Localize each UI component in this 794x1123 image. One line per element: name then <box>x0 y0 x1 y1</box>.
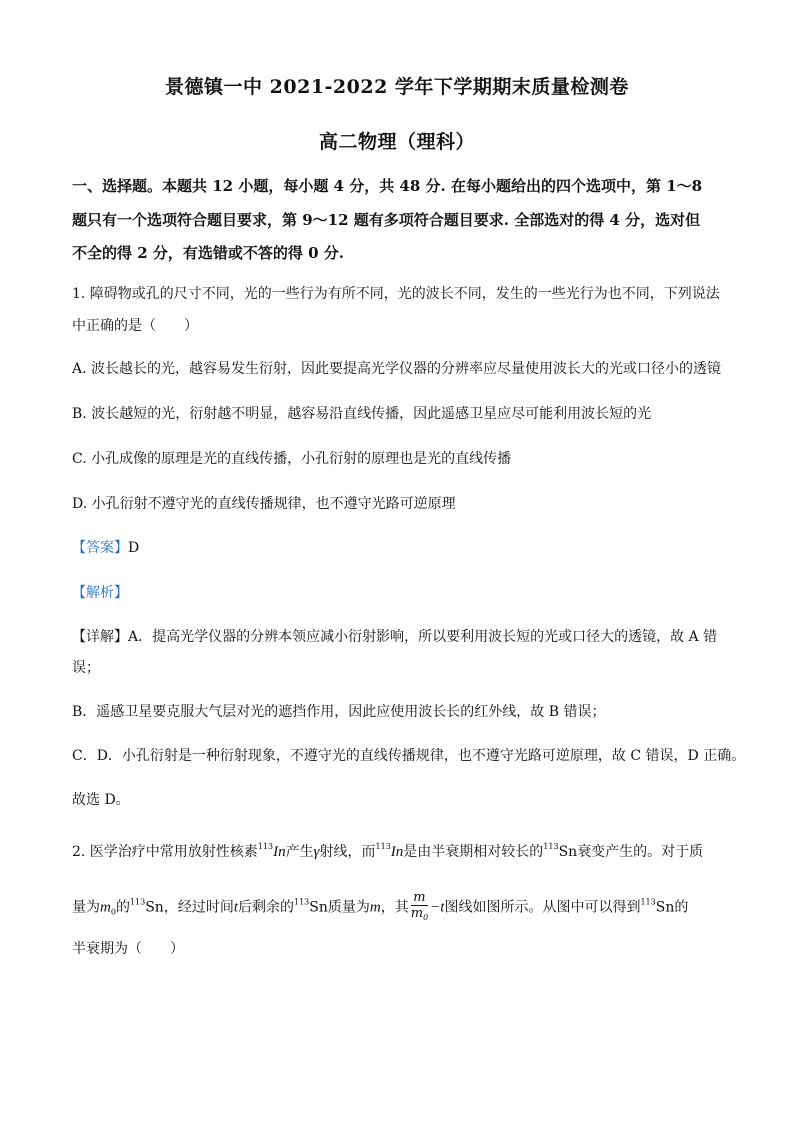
q1-detail-line-5: 故选 D。 <box>72 792 130 808</box>
indium-symbol: In <box>273 844 286 860</box>
q1-stem-line-2: 中正确的是（ ） <box>72 318 198 334</box>
q2-text-segment: 产生 <box>285 844 314 860</box>
q1-answer <box>72 538 724 558</box>
answer-label: 【答案】 <box>72 540 128 556</box>
subscript-zero: 0 <box>423 913 429 922</box>
mass-ratio-fraction <box>411 890 428 921</box>
mass-number: 113 <box>129 897 146 907</box>
q2-text-segment: 质量为 <box>327 899 370 916</box>
section-heading-line-1: 一、选择题。本题共 12 小题，每小题 4 分，共 48 分. 在每小题给出的四个选项中，第 1～8 <box>72 177 703 195</box>
section-heading-line-3: 不全的得 2 分，有选错或不答的得 0 分. <box>72 244 344 262</box>
mass-variable: m <box>410 906 424 921</box>
fraction-denominator <box>411 906 428 921</box>
q2-stem-line-2 <box>72 892 724 923</box>
fraction-numerator: m <box>411 890 428 906</box>
indium-symbol: In <box>390 844 404 860</box>
q1-option-c: C. 小孔成像的原理是光的直线传播，小孔衍射的原理也是光的直线传播 <box>72 451 512 467</box>
q1-option-b: B. 波长越短的光，衍射越不明显，越容易沿直线传播，因此遥感卫星应尽可能利用波长短的光 <box>72 406 652 422</box>
q2-text-segment: 图线如图所示。从图中可以得到 <box>444 899 641 916</box>
q2-text-segment: 射线，而 <box>319 844 376 860</box>
mass-number: 113 <box>543 842 559 851</box>
time-variable: t <box>233 899 238 916</box>
q2-text-segment: 是由半衰期相对较长的 <box>403 844 544 860</box>
q1-option-d: D. 小孔衍射不遵守光的直线传播规律，也不遵守光路可逆原理 <box>72 496 456 512</box>
q2-text-segment: 2. 医学治疗中常用放射性核素 <box>72 844 258 860</box>
tin-symbol: Sn <box>309 899 328 916</box>
q2-text-segment: ，经过时间 <box>163 899 234 916</box>
q1-detail-line-4: C．D．小孔衍射是一种衍射现象，不遵守光的直线传播规律，也不遵守光路可逆原理，故 C 错误，D 正确。 <box>72 748 746 764</box>
q2-text-segment: 衰变产生的。对于质 <box>577 844 704 860</box>
q1-option-a: A. 波长越长的光，越容易发生衍射，因此要提高光学仪器的分辨率应尽量使用波长大的光或口径小的透镜 <box>72 361 722 377</box>
minus-t-label: −t <box>430 899 445 916</box>
q1-stem-line-1: 1. 障碍物或孔的尺寸不同，光的一些行为有所不同，光的波长不同，发生的一些光行为也不同，下列说法 <box>72 286 720 302</box>
q2-text-segment: ，其 <box>380 899 409 916</box>
section-heading-line-2: 题只有一个选项符合题目要求，第 9～12 题有多项符合题目要求. 全部选对的得 4 分，选对但 <box>72 211 701 229</box>
tin-symbol: Sn <box>655 899 675 916</box>
mass-variable: m <box>100 899 111 916</box>
q1-analysis-label: 【解析】 <box>72 585 128 601</box>
mass-variable: m <box>369 899 381 916</box>
q1-detail-line-3: B．遥感卫星要克服大气层对光的遮挡作用，因此应使用波长长的红外线，故 B 错误； <box>72 704 606 720</box>
q2-stem-line-1 <box>72 842 724 862</box>
exam-subtitle: 高二物理（理科） <box>318 131 475 153</box>
mass-number: 113 <box>375 842 391 851</box>
tin-symbol: Sn <box>145 899 164 916</box>
q2-text-segment: 的 <box>674 899 689 916</box>
q2-stem-line-3: 半衰期为（ ） <box>72 941 184 957</box>
q2-text-segment: 后剩余的 <box>238 899 294 916</box>
mass-number: 113 <box>294 897 310 907</box>
tin-symbol: Sn <box>558 844 578 860</box>
q2-text-segment: 的 <box>115 899 130 916</box>
q1-detail-line-2: 误； <box>72 660 100 676</box>
answer-value: D <box>128 540 140 556</box>
subscript-zero: 0 <box>110 907 116 917</box>
exam-title: 景德镇一中 2021-2022 学年下学期期末质量检测卷 <box>165 76 629 98</box>
mass-number: 113 <box>257 842 274 851</box>
gamma-symbol: γ <box>313 844 320 860</box>
q1-detail-line-1: 【详解】A．提高光学仪器的分辨本领应减小衍射影响，所以要利用波长短的光或口径大的透镜，故 A 错 <box>72 629 718 645</box>
mass-number: 113 <box>640 897 656 907</box>
q2-text-segment: 量为 <box>72 899 100 916</box>
